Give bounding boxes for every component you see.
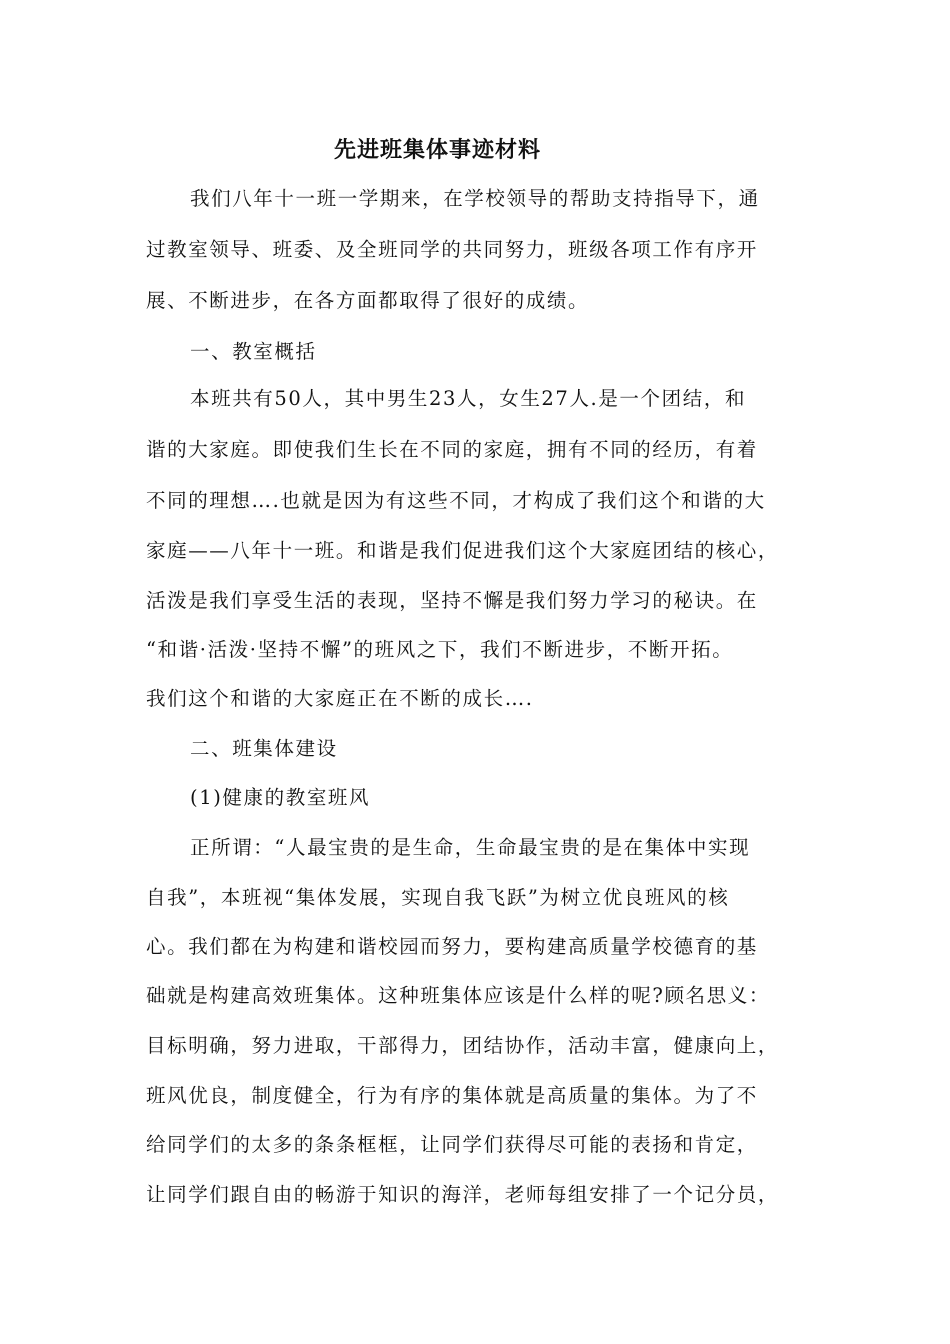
paragraph-line: 础就是构建高效班集体。这种班集体应该是什么样的呢?顾名思义： <box>146 984 770 1007</box>
paragraph-line: “和谐·活泼·坚持不懈”的班风之下，我们不断进步，不断开拓。 <box>146 638 734 661</box>
paragraph-line: 我们八年十一班一学期来，在学校领导的帮助支持指导下，通 <box>190 187 760 210</box>
paragraph-line: 家庭——八年十一班。和谐是我们促进我们这个大家庭团结的核心， <box>146 539 780 562</box>
paragraph-line: 自我”，本班视“集体发展，实现自我飞跃”为树立优良班风的核 <box>146 886 730 909</box>
paragraph-line: 让同学们跟自由的畅游于知识的海洋，老师每组安排了一个记分员， <box>146 1183 780 1206</box>
paragraph-line: 展、不断进步，在各方面都取得了很好的成绩。 <box>146 289 590 312</box>
paragraph-line: 班风优良，制度健全，行为有序的集体就是高质量的集体。为了不 <box>146 1084 758 1107</box>
subsection-heading: (1)健康的教室班风 <box>190 786 371 809</box>
paragraph-line: 不同的理想….也就是因为有这些不同，才构成了我们这个和谐的大 <box>146 489 766 512</box>
paragraph-line: 给同学们的太多的条条框框，让同学们获得尽可能的表扬和肯定， <box>146 1133 758 1156</box>
paragraph-line: 活泼是我们享受生活的表现，坚持不懈是我们努力学习的秘诀。在 <box>146 589 758 612</box>
section-heading: 二、班集体建设 <box>190 737 338 760</box>
paragraph-line: 过教室领导、班委、及全班同学的共同努力，班级各项工作有序开 <box>146 238 758 261</box>
paragraph-line: 正所谓：“人最宝贵的是生命，生命最宝贵的是在集体中实现 <box>190 836 751 859</box>
paragraph-line: 我们这个和谐的大家庭正在不断的成长…. <box>146 687 534 710</box>
document-title: 先进班集体事迹材料 <box>333 138 541 163</box>
paragraph-line: 本班共有50人，其中男生23人，女生27人.是一个团结，和 <box>190 387 747 410</box>
paragraph-line: 谐的大家庭。即使我们生长在不同的家庭，拥有不同的经历，有着 <box>146 438 758 461</box>
paragraph-line: 目标明确，努力进取，干部得力，团结协作，活动丰富，健康向上， <box>146 1034 780 1057</box>
paragraph-line: 心。我们都在为构建和谐校园而努力，要构建高质量学校德育的基 <box>146 935 758 958</box>
section-heading: 一、教室概括 <box>190 340 317 363</box>
